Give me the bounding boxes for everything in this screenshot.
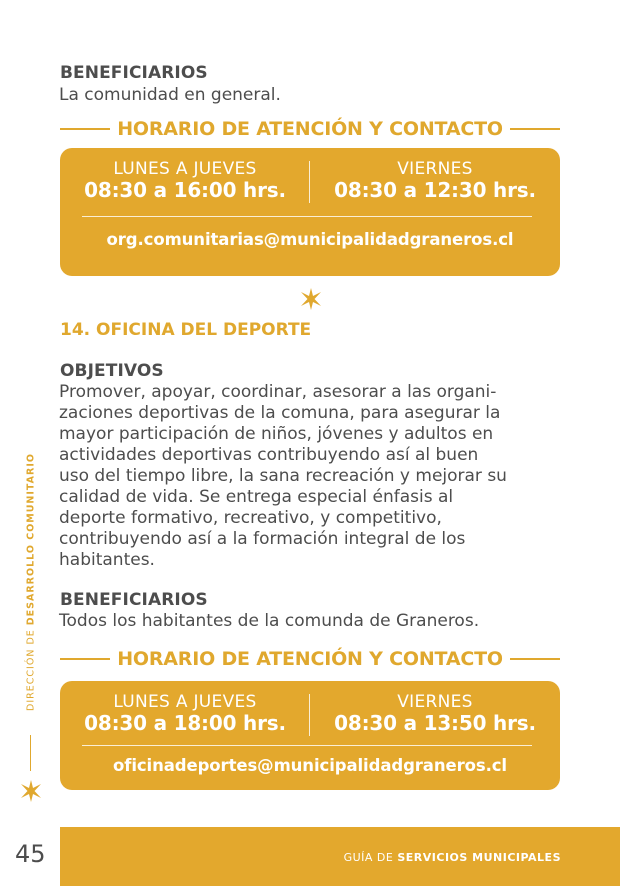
schedule-heading-text: HORARIO DE ATENCIÓN Y CONTACTO (117, 118, 503, 140)
heading-rule-left (60, 128, 110, 130)
heading-rule-left (60, 658, 110, 660)
text-line: contribuyendo así a la formación integral de los (59, 529, 466, 549)
text-line: deporte formativo, recreativo, y competitivo, (59, 508, 442, 528)
schedule-hours: 08:30 a 16:00 hrs. (84, 178, 286, 202)
schedule-day: LUNES A JUEVES (113, 159, 257, 179)
beneficiaries-text: Todos los habitantes de la comunda de Graneros. (59, 611, 480, 631)
schedule-hours: 08:30 a 12:30 hrs. (334, 178, 536, 202)
sidebar-prefix: DIRECCIÓN DE (25, 625, 37, 711)
sidebar-rule (30, 735, 31, 771)
heading-rule-right (510, 658, 560, 660)
text-line: zaciones deportivas de la comuna, para asegurar la (59, 403, 501, 423)
beneficiaries-text: La comunidad en general. (59, 85, 281, 105)
schedule-card (60, 681, 560, 790)
heading-rule-right (510, 128, 560, 130)
schedule-card (60, 148, 560, 276)
footer-guide-title (344, 851, 561, 864)
star-icon (20, 780, 42, 802)
contact-email[interactable]: oficinadeportes@municipalidadgraneros.cl (113, 756, 507, 775)
schedule-col-weekdays (60, 160, 310, 201)
section-title: 14. OFICINA DEL DEPORTE (60, 320, 312, 340)
contact-email[interactable]: org.comunitarias@municipalidadgraneros.cl (106, 230, 514, 249)
schedule-day: VIERNES (397, 159, 473, 179)
schedule-col-friday (310, 160, 560, 201)
objectives-text (59, 382, 507, 571)
objectives-label: OBJETIVOS (60, 361, 164, 381)
sidebar-department-label (26, 453, 37, 711)
text-line: uso del tiempo libre, la sana recreación y mejorar su (59, 466, 507, 486)
schedule-heading (60, 647, 560, 671)
star-icon (300, 288, 322, 310)
schedule-col-friday (310, 693, 560, 734)
text-line: habitantes. (59, 550, 155, 570)
schedule-heading (60, 117, 560, 141)
card-horizontal-divider (82, 216, 532, 217)
text-line: mayor participación de niños, jóvenes y adultos en (59, 424, 494, 444)
schedule-day: VIERNES (397, 692, 473, 712)
schedule-hours: 08:30 a 18:00 hrs. (84, 711, 286, 735)
page-number: 45 (15, 840, 46, 868)
beneficiaries-label: BENEFICIARIOS (60, 63, 208, 83)
text-line: actividades deportivas contribuyendo así al buen (59, 445, 479, 465)
beneficiaries-label: BENEFICIARIOS (60, 590, 208, 610)
footer-band (60, 827, 620, 886)
footer-guide-prefix: GUÍA DE (343, 851, 398, 864)
text-line: calidad de vida. Se entrega especial énfasis al (59, 487, 454, 507)
schedule-heading-text: HORARIO DE ATENCIÓN Y CONTACTO (117, 648, 503, 670)
sidebar-bold: DESARROLLO COMUNITARIO (25, 453, 37, 626)
schedule-col-weekdays (60, 693, 310, 734)
card-horizontal-divider (82, 745, 532, 746)
text-line: Promover, apoyar, coordinar, asesorar a las organi- (59, 382, 497, 402)
footer-guide-bold: SERVICIOS MUNICIPALES (397, 851, 561, 864)
schedule-hours: 08:30 a 13:50 hrs. (334, 711, 536, 735)
schedule-day: LUNES A JUEVES (113, 692, 257, 712)
